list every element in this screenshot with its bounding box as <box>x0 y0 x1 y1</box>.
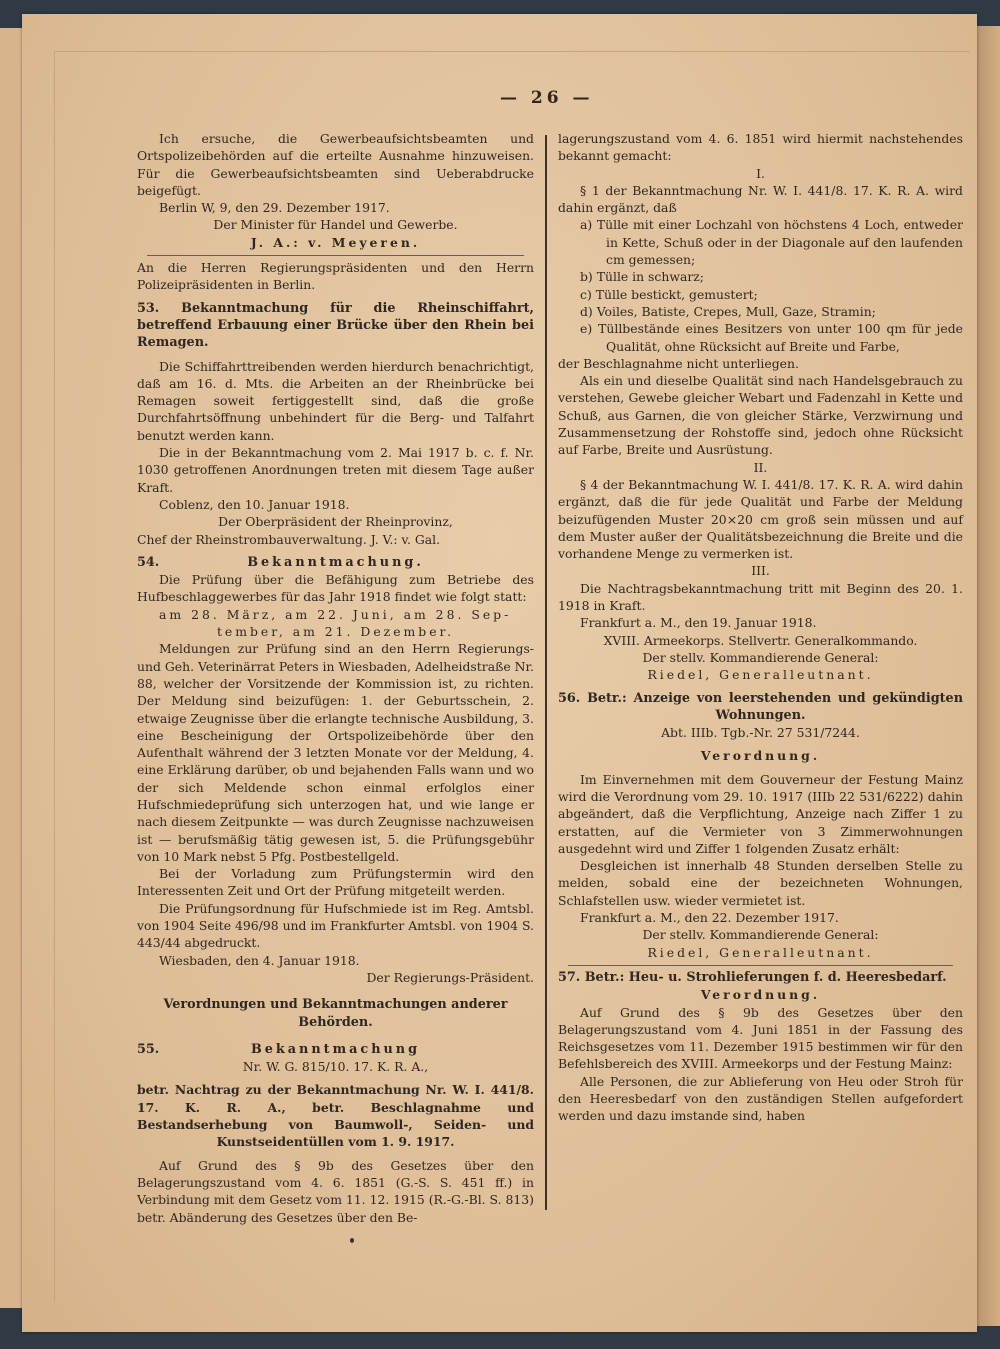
notice-signer-name: Riedel, Generalleutnant. <box>647 944 874 960</box>
notice-paragraph: lagerungszustand vom 4. 6. 1851 wird hiermit nachstehendes bekannt gemacht: <box>558 131 963 164</box>
notice-number: 53. <box>137 300 160 316</box>
notice-place-date: Frankfurt a. M., den 19. Januar 1918. <box>580 615 817 631</box>
notice-title: Bekanntmachung <box>250 1041 421 1057</box>
notice-authority: XVIII. Armeekorps. Stellvertr. Generalkommando. <box>603 632 918 648</box>
notice-number: 57. <box>558 969 581 985</box>
section-numeral: III. <box>751 563 770 579</box>
section-text: Die Nachtragsbekanntmachung tritt mit Beginn des 20. 1. 1918 in Kraft. <box>558 580 963 614</box>
notice-53 <box>137 300 534 548</box>
section-heading: Verordnungen und Bekanntmachungen anderer Behörden. <box>163 997 508 1030</box>
notice-paragraph: Alle Personen, die zur Ablieferung von Heu oder Stroh für den Heeresbedarf von den zuständigen Stellen aufgefordert werden und dazu imstande sind, haben <box>558 1073 963 1124</box>
notice-signer-name: Riedel, Generalleutnant. <box>647 667 874 683</box>
notice-heading: Verordnung. <box>700 987 821 1003</box>
list-item-label: c) <box>580 286 592 302</box>
section-text: § 1 der Bekanntmachung Nr. W. I. 441/8. 17. K. R. A. wird dahin ergänzt, daß <box>558 182 963 216</box>
notice-heading: Verordnung. <box>700 748 821 764</box>
list-item <box>558 216 963 268</box>
section-text: § 4 der Bekanntmachung W. I. 441/8. 17. K. R. A. wird dahin ergänzt, daß die für jede Qualität und Farbe der Meldung beizufügenden Muster 20×20 cm groß sein müssen und auf dem Muster außer der Qualitätsbezeichnung die Breite und die vorhandene Menge zu vermerken ist. <box>558 476 963 562</box>
notice-54 <box>137 554 534 986</box>
section-divider <box>147 255 524 256</box>
notice-56 <box>558 690 963 961</box>
intro-section <box>137 130 534 294</box>
notice-signer-title: Der stellv. Kommandierende General: <box>642 649 879 665</box>
notice-title: Betr.: Anzeige von leerstehenden und gekündigten Wohnungen. <box>587 690 963 723</box>
notice-title: Bekanntmachung für die Rheinschiffahrt, betreffend Erbauung einer Brücke über den Rhein bei Remagen. <box>137 300 534 351</box>
notice-reference: Abt. IIIb. Tgb.-Nr. 27 531/7244. <box>661 725 860 741</box>
notice-reference: Nr. W. G. 815/10. 17. K. R. A., <box>242 1059 429 1075</box>
list-item-text: Voiles, Batiste, Crepes, Mull, Gaze, Stramin; <box>596 303 876 319</box>
list-conclusion: der Beschlagnahme nicht unterliegen. <box>558 355 799 371</box>
left-column <box>137 130 534 1226</box>
notice-signer-title: Der stellv. Kommandierende General: <box>642 927 879 943</box>
notice-paragraph: Meldungen zur Prüfung sind an den Herrn Regierungs- und Geh. Veterinärrat Peters in Wiesbaden, Adelheidstraße Nr. 88, welcher der Vorsitzende der Kommission ist, zu richten. Der Meldung sind beizufügen: 1. der Geburtsschein, 2. etwaige Zeugnisse über die erlangte technische Ausbildung, 3. eine Bescheinigung der Ortspolizeibehörde über den Aufenthalt während der 3 letzten Monate vor der Meldung, 4. eine Erklärung darüber, ob und bejahenden Falls wann und wo der sich Meldende schon einmal erfolglos einer Hufschmiedeprüfung sich unterzogen hat, und wie lange er nach diesem Zeitpunkte — was durch Zeugnisse nachzuweisen ist — berufsmäßig tätig gewesen ist, 5. die Prüfungsgebühr von 10 Mark nebst 5 Pfg. Postbestellgeld. <box>137 641 534 864</box>
list-item-label: d) <box>580 303 593 319</box>
intro-signer-name: J. A.: v. Meyeren. <box>250 234 421 250</box>
notice-55-continued <box>558 130 963 684</box>
notice-title: Betr.: Heu- u. Strohlieferungen f. d. Heeresbedarf. <box>584 969 947 985</box>
list-item-text: Tüllbestände eines Besitzers von unter 100 qm für jede Qualität, ohne Rücksicht auf Breite und Farbe, <box>598 321 963 354</box>
right-column <box>558 130 963 1125</box>
section-numeral: I. <box>756 165 765 181</box>
notice-55 <box>137 1041 534 1226</box>
notice-paragraph: Die in der Bekanntmachung vom 2. Mai 1917 b. c. f. Nr. 1030 getroffenen Anordnungen treten mit diesem Tage außer Kraft. <box>137 445 534 495</box>
list-item <box>558 286 963 303</box>
list-item-text: Tülle in schwarz; <box>596 269 704 285</box>
notice-place-date: Frankfurt a. M., den 22. Dezember 1917. <box>580 910 839 926</box>
notice-paragraph: Desgleichen ist innerhalb 48 Stunden derselben Stelle zu melden, sobald eine der bezeichneten Wohnungen, Schlafstellen usw. wieder vermietet ist. <box>558 858 963 908</box>
notice-57 <box>558 969 963 1125</box>
notice-place-date: Coblenz, den 10. Januar 1918. <box>159 496 350 512</box>
notice-signer: Der Regierungs-Präsident. <box>366 969 534 985</box>
list-item-text: Tülle bestickt, gemustert; <box>595 286 758 302</box>
notice-paragraph: Die Prüfungsordnung für Hufschmiede ist im Reg. Amtsbl. von 1904 Seite 496/98 und im Frankfurter Amtsbl. von 1904 S. 443/44 abgedruckt. <box>137 900 534 951</box>
exam-dates-line: am 28. März, am 22. Juni, am 28. Sep- <box>159 606 512 622</box>
list-item-label: b) <box>580 269 593 285</box>
notice-signer-name: Chef der Rheinstrombauverwaltung. J. V.: v. Gal. <box>137 531 441 547</box>
page-number: — 26 — <box>500 88 594 108</box>
intro-signer-title: Der Minister für Handel und Gewerbe. <box>213 217 458 233</box>
notice-place-date: Wiesbaden, den 4. Januar 1918. <box>159 952 360 968</box>
notice-paragraph: Im Einvernehmen mit dem Gouverneur der Festung Mainz wird die Verordnung vom 29. 10. 1917 (IIIb 22 531/6222) dahin abgeändert, daß die Verpflichtung, Anzeige nach Ziffer 1 zu erstatten, auf die Vermieter von 3 Zimmerwohnungen ausgedehnt wird und Ziffer 1 folgenden Zusatz erhält: <box>558 771 963 856</box>
column-divider <box>545 135 547 1210</box>
exam-dates-line: tember, am 21. Dezember. <box>216 624 455 640</box>
notice-paragraph: Bei der Vorladung zum Prüfungstermin wird den Interessenten Zeit und Ort der Prüfung mitgeteilt werden. <box>137 866 534 899</box>
section-divider <box>568 965 953 966</box>
list-item-label: e) <box>580 321 593 337</box>
exemption-list <box>558 216 963 354</box>
notice-paragraph: Die Schiffahrttreibenden werden hierdurch benachrichtigt, daß am 16. d. Mts. die Arbeiten an der Rheinbrücke bei Remagen soweit fertiggestellt sind, daß die große Durchfahrtsöffnung unbehindert für die Berg- und Talfahrt benutzt werden kann. <box>137 358 534 443</box>
intro-place-date: Berlin W, 9, den 29. Dezember 1917. <box>159 200 390 216</box>
list-item-label: a) <box>580 217 593 233</box>
list-item <box>558 268 963 285</box>
notice-subject: betr. Nachtrag zu der Bekanntmachung Nr. W. I. 441/8. 17. K. R. A., betr. Beschlagnahme und Bestandserhebung von Baumwoll-, Seiden- und Kunstseidentüllen vom 1. 9. 1917. <box>137 1082 534 1150</box>
ink-speck <box>350 1238 354 1243</box>
section-numeral: II. <box>753 459 768 475</box>
list-item <box>558 320 963 355</box>
intro-paragraph: Ich ersuche, die Gewerbeaufsichtsbeamten und Ortspolizeibehörden auf die erteilte Ausnahme hinzuweisen. Für die Gewerbeaufsichtsbeamten sind Ueberabdrucke beigefügt. <box>137 131 534 198</box>
notice-paragraph: Die Prüfung über die Befähigung zum Betriebe des Hufbeschlaggewerbes für das Jahr 1918 findet wie folgt statt: <box>137 572 534 605</box>
notice-paragraph: Auf Grund des § 9b des Gesetzes über den Belagerungszustand vom 4. Juni 1851 in der Fassung des Reichsgesetzes vom 11. Dezember 1915 bestimmen wir für den Befehlsbereich des XVIII. Armeekorps und der Festung Mainz: <box>558 1004 963 1072</box>
adjacent-page-right-edge <box>975 26 1000 1326</box>
quality-paragraph: Als ein und dieselbe Qualität sind nach Handelsgebrauch zu verstehen, Gewebe gleicher Webart und Fadenzahl in Kette und Schuß, aus Garnen, die von gleicher Stärke, Verzwirnung und Zusammensetzung der Rohstoffe sind, jedoch ohne Rücksicht auf Farbe, Breite und Ausrüstung. <box>558 373 963 458</box>
notice-number: 55. <box>137 1041 160 1057</box>
notice-number: 56. <box>558 690 581 706</box>
list-item-text: Tülle mit einer Lochzahl von höchstens 4 Loch, entweder in Kette, Schuß oder in der Diagonale auf den laufenden cm gemessen; <box>596 217 963 268</box>
notice-title: Bekanntmachung. <box>247 554 424 570</box>
notice-number: 54. <box>137 554 160 570</box>
notice-paragraph: Auf Grund des § 9b des Gesetzes über den Belagerungszustand vom 4. 6. 1851 (G.-S. S. 451 ff.) in Verbindung mit dem Gesetz vom 11. 12. 1915 (R.-G.-Bl. S. 813) betr. Abänderung des Gesetzes über den Be- <box>137 1157 534 1225</box>
list-item <box>558 303 963 320</box>
intro-addressee: An die Herren Regierungspräsidenten und den Herrn Polizeipräsidenten in Berlin. <box>137 260 534 293</box>
notice-signer-title: Der Oberpräsident der Rheinprovinz, <box>218 514 453 530</box>
